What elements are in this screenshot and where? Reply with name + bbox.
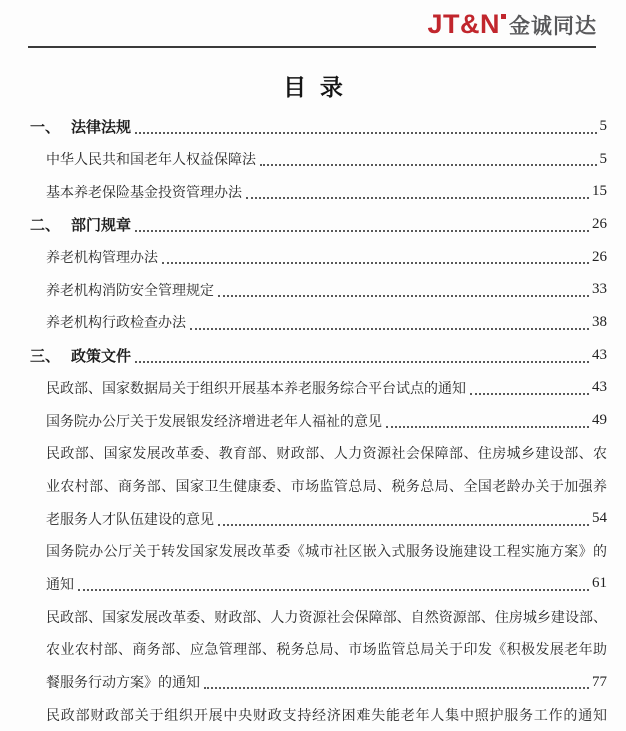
- firm-logo: [427, 11, 597, 38]
- toc-item-text: 国务院办公厅关于发展银发经济增进老年人福祉的意见: [46, 414, 382, 430]
- dot-leader: [135, 132, 596, 134]
- toc-item-page: 54: [592, 510, 607, 527]
- toc-item-row: [30, 372, 607, 405]
- toc-item-page: 38: [592, 313, 607, 330]
- logo-latin-text: JT&N: [427, 9, 500, 39]
- toc-item-continuation-row: [30, 535, 607, 568]
- toc-item-text: 中华人民共和国老年人权益保障法: [46, 153, 256, 169]
- toc-section-row: [30, 208, 607, 241]
- toc-item-text-continued: 民政部财政部关于组织开展中央财政支持经济困难失能老年人集中照护服务工作的通知: [46, 708, 607, 724]
- toc-item-page: 15: [592, 183, 607, 200]
- dot-leader: [190, 328, 589, 330]
- logo-cjk-text: 金诚同达: [509, 14, 597, 38]
- toc-section-title: 部门规章: [71, 217, 132, 234]
- dot-leader: [386, 426, 589, 428]
- dot-leader: [260, 164, 597, 166]
- toc-item-continuation-row: [30, 470, 607, 503]
- dot-leader: [135, 230, 589, 232]
- header-divider: [28, 46, 596, 48]
- dot-leader: [162, 262, 589, 264]
- toc-section-title: 政策文件: [71, 348, 132, 365]
- toc-section-number: 一、: [30, 119, 61, 136]
- toc-item-continuation-row: [30, 437, 607, 470]
- toc-section-page: 43: [592, 346, 607, 363]
- dot-leader: [204, 687, 589, 689]
- toc-item-row: [30, 143, 607, 176]
- toc-section-page: 26: [592, 215, 607, 232]
- toc-item-page: 49: [592, 412, 607, 429]
- toc-item-page: 33: [592, 281, 607, 298]
- toc-item-row: [30, 404, 607, 437]
- dot-leader: [218, 524, 589, 526]
- toc-item-continuation-row: [30, 600, 607, 633]
- toc-item-text-continued: 国务院办公厅关于转发国家发展改革委《城市社区嵌入式服务设施建设工程实施方案》的: [46, 545, 607, 561]
- toc-section-page: 5: [599, 117, 607, 134]
- toc-section-row: [30, 339, 607, 372]
- toc-item-row: [30, 666, 607, 699]
- toc-item-text: 民政部、国家数据局关于组织开展基本养老服务综合平台试点的通知: [46, 381, 466, 397]
- toc-item-page: 43: [592, 379, 607, 396]
- logo-trademark-dot-icon: [501, 14, 506, 19]
- dot-leader: [246, 197, 589, 199]
- toc-section-title: 法律法规: [71, 119, 132, 136]
- toc-item-text-continued: 业农村部、商务部、国家卫生健康委、市场监管总局、税务总局、全国老龄办关于加强养: [46, 479, 607, 495]
- toc-section-number: 三、: [30, 348, 61, 365]
- toc-section-number: 二、: [30, 217, 61, 234]
- toc-item-row: [30, 273, 607, 306]
- toc-item-text-continued: 民政部、国家发展改革委、教育部、财政部、人力资源社会保障部、住房城乡建设部、农: [46, 447, 607, 463]
- toc-item-text: 老服务人才队伍建设的意见: [46, 512, 214, 528]
- toc-item-text: 基本养老保险基金投资管理办法: [46, 185, 242, 201]
- toc-item-text: 餐服务行动方案》的通知: [46, 676, 200, 692]
- toc-item-text: 通知: [46, 577, 74, 593]
- toc-item-text-continued: 民政部、国家发展改革委、财政部、人力资源社会保障部、自然资源部、住房城乡建设部、: [46, 610, 607, 626]
- toc-item-row: [30, 568, 607, 601]
- toc-item-continuation-row: [30, 698, 607, 731]
- toc-item-text: 养老机构管理办法: [46, 251, 158, 267]
- toc-item-page: 26: [592, 248, 607, 265]
- toc-item-row: [30, 241, 607, 274]
- dot-leader: [218, 295, 589, 297]
- toc-item-row: [30, 175, 607, 208]
- toc-item-page: 77: [592, 673, 607, 690]
- dot-leader: [470, 393, 589, 395]
- toc-item-text-continued: 农业农村部、商务部、应急管理部、税务总局、市场监管总局关于印发《积极发展老年助: [46, 643, 607, 659]
- toc-item-row: [30, 306, 607, 339]
- dot-leader: [135, 361, 589, 363]
- toc-section-row: [30, 110, 607, 143]
- toc-item-text: 养老机构消防安全管理规定: [46, 283, 214, 299]
- toc: [30, 110, 607, 731]
- toc-item-continuation-row: [30, 633, 607, 666]
- toc-item-page: 5: [599, 150, 607, 167]
- toc-item-text: 养老机构行政检查办法: [46, 316, 186, 332]
- page-title: 目 录: [283, 75, 343, 100]
- toc-item-page: 61: [592, 575, 607, 592]
- toc-item-row: [30, 502, 607, 535]
- dot-leader: [78, 589, 589, 591]
